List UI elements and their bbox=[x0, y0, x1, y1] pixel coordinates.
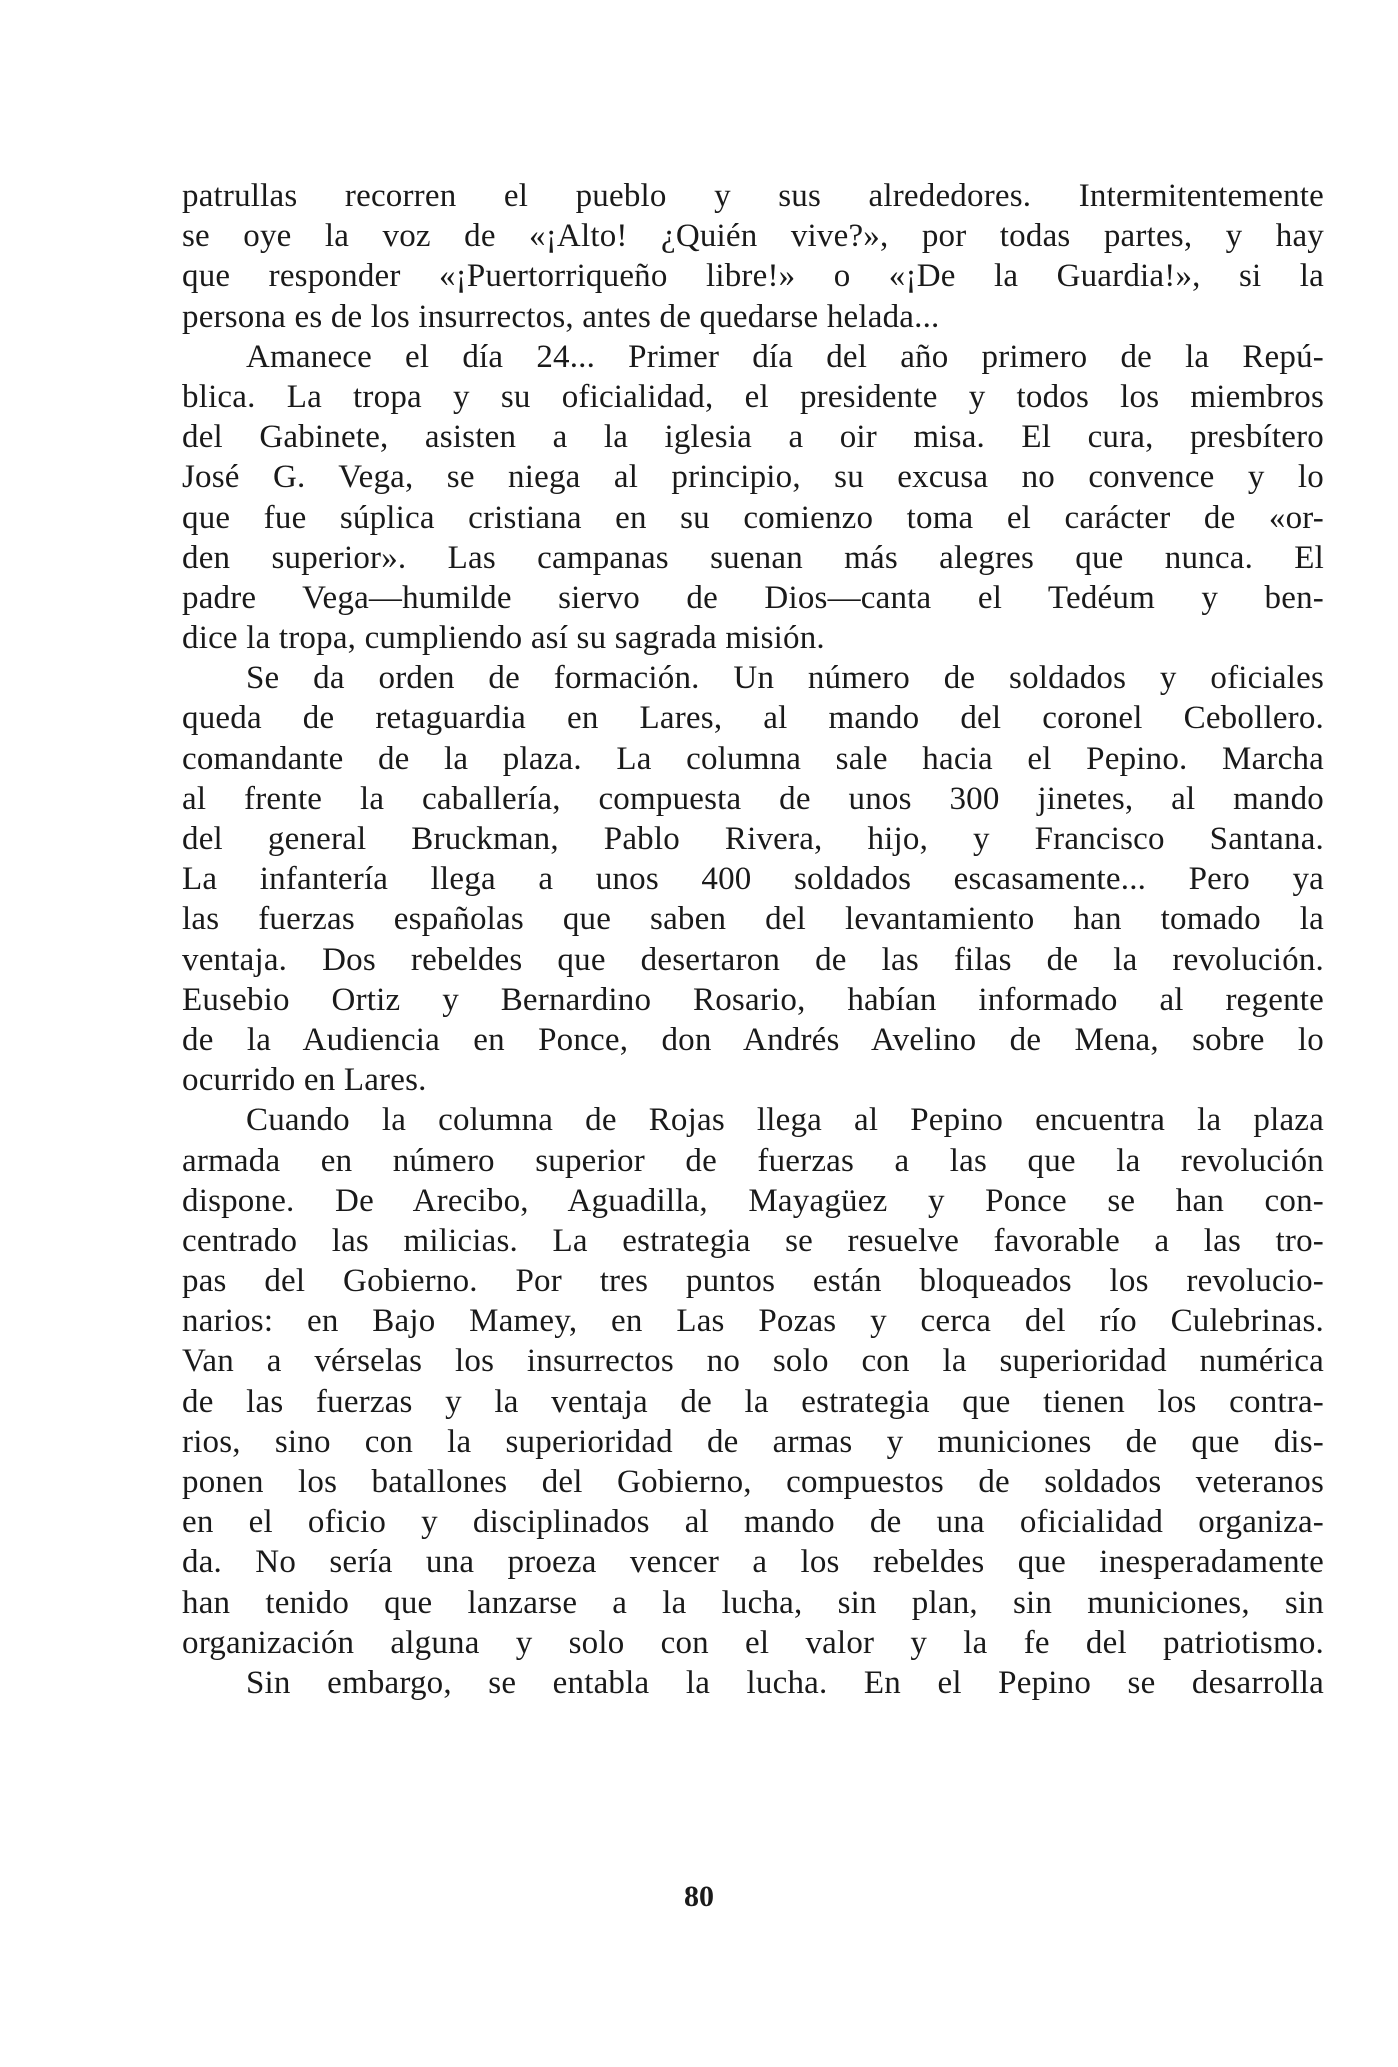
text-line: ventaja. Dos rebeldes que desertaron de las filas de la revolución. bbox=[182, 941, 1324, 978]
text-line: centrado las milicias. La estrategia se resuelve favorable a las tro- bbox=[182, 1222, 1324, 1259]
text-line: blica. La tropa y su oficialidad, el presidente y todos los miembros bbox=[182, 378, 1324, 415]
text-line: queda de retaguardia en Lares, al mando del coronel Cebollero. bbox=[182, 700, 1324, 737]
text-line: La infantería llega a unos 400 soldados escasamente... Pero ya bbox=[182, 861, 1324, 898]
text-line: José G. Vega, se niega al principio, su excusa no convence y lo bbox=[182, 459, 1324, 496]
text-line: de la Audiencia en Ponce, don Andrés Avelino de Mena, sobre lo bbox=[182, 1021, 1324, 1058]
text-line: han tenido que lanzarse a la lucha, sin plan, sin municiones, sin bbox=[182, 1584, 1324, 1621]
text-line: de las fuerzas y la ventaja de la estrategia que tienen los contra- bbox=[182, 1383, 1324, 1420]
text-line: patrullas recorren el pueblo y sus alrededores. Intermitentemente bbox=[182, 178, 1324, 214]
text-line: pas del Gobierno. Por tres puntos están bloqueados los revolucio- bbox=[182, 1263, 1324, 1300]
body-text bbox=[182, 176, 1324, 1703]
text-line: organización alguna y solo con el valor y la fe del patriotismo. bbox=[182, 1624, 1324, 1661]
text-line: persona es de los insurrectos, antes de quedarse helada... bbox=[182, 298, 940, 335]
text-line: al frente la caballería, compuesta de unos 300 jinetes, al mando bbox=[182, 780, 1324, 817]
text-line: Sin embargo, se entabla la lucha. En el Pepino se desarrolla bbox=[246, 1664, 1324, 1701]
text-line: las fuerzas españolas que saben del levantamiento han tomado la bbox=[182, 901, 1324, 938]
text-line: rios, sino con la superioridad de armas y municiones de que dis- bbox=[182, 1423, 1324, 1460]
text-line: del general Bruckman, Pablo Rivera, hijo, y Francisco Santana. bbox=[182, 821, 1324, 857]
page-number: 80 bbox=[684, 1880, 714, 1913]
text-line: armada en número superior de fuerzas a las que la revolución bbox=[182, 1142, 1324, 1179]
text-line: ponen los batallones del Gobierno, compuestos de soldados veteranos bbox=[182, 1464, 1324, 1500]
text-line: den superior». Las campanas suenan más alegres que nunca. El bbox=[182, 539, 1324, 576]
text-line: en el oficio y disciplinados al mando de una oficialidad organiza- bbox=[182, 1504, 1324, 1541]
text-line: que fue súplica cristiana en su comienzo toma el carácter de «or- bbox=[182, 499, 1324, 536]
text-line: ocurrido en Lares. bbox=[182, 1062, 427, 1099]
text-line: Eusebio Ortiz y Bernardino Rosario, habían informado al regente bbox=[182, 981, 1324, 1018]
text-line: del Gabinete, asisten a la iglesia a oir misa. El cura, presbítero bbox=[182, 419, 1324, 456]
text-line: Van a vérselas los insurrectos no solo con la superioridad numérica bbox=[182, 1343, 1324, 1380]
text-line: que responder «¡Puertorriqueño libre!» o «¡De la Guardia!», si la bbox=[182, 258, 1324, 295]
text-line: narios: en Bajo Mamey, en Las Pozas y cerca del río Culebrinas. bbox=[182, 1303, 1324, 1340]
text-line: Cuando la columna de Rojas llega al Pepino encuentra la plaza bbox=[246, 1102, 1324, 1139]
text-line: Amanece el día 24... Primer día del año primero de la Repú- bbox=[246, 338, 1324, 375]
text-line: dice la tropa, cumpliendo así su sagrada misión. bbox=[182, 620, 825, 657]
text-line: se oye la voz de «¡Alto! ¿Quién vive?», por todas partes, y hay bbox=[182, 218, 1324, 255]
text-line: Se da orden de formación. Un número de soldados y oficiales bbox=[246, 660, 1324, 697]
text-line: comandante de la plaza. La columna sale hacia el Pepino. Marcha bbox=[182, 740, 1324, 777]
text-line: padre Vega—humilde siervo de Dios—canta el Tedéum y ben- bbox=[182, 579, 1324, 616]
text-line: da. No sería una proeza vencer a los rebeldes que inesperadamente bbox=[182, 1544, 1324, 1581]
text-line: dispone. De Arecibo, Aguadilla, Mayagüez y Ponce se han con- bbox=[182, 1182, 1324, 1219]
